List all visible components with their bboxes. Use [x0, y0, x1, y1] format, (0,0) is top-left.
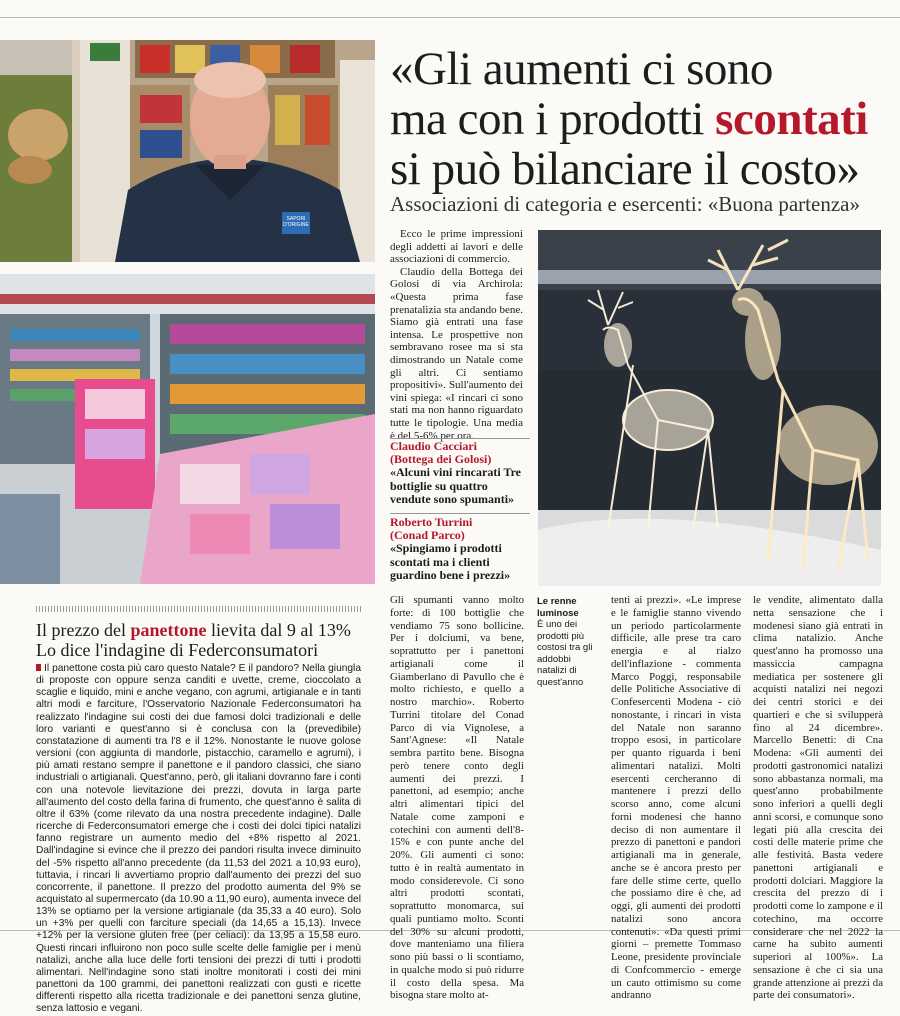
- body-column-2-text: tenti ai prezzi». «Le imprese e le famiglie stanno vivendo un periodo particolarmente difficile, alle prese tra caro energia e al rialzo dell'inflazione - commenta Marco Poggi, responsabile delle Politiche Associative di Confesercenti Modena - ciò nonostante, i rincari in vista del Natale non saranno troppo esosi, in particolare per quanto riguarda i beni alimentari natalizi. Molti esercenti cercheranno di mantenere i prezzi dello scorso anno, come alcuni forni modenesi che hanno deciso di non aumentare il prezzo di panettoni e pandori artigianali ma in generale, anche se è ancora presto per fare delle stime certe, quello che possiamo dire è che, ad oggi, gli aumenti dei prodotti natalizi sono ancora contenuti». «Da questi primi giorni – premette Tommaso Leone, presidente provinciale di Confcommercio - emerge un cauto ottimismo su come andranno: [611, 594, 741, 1002]
- headline-line-2: [390, 94, 895, 144]
- photo-shopkeeper: [0, 40, 375, 262]
- quote-1-name: Claudio Cacciari: [390, 439, 477, 453]
- quote-cacciari: [390, 438, 530, 507]
- box-title-line-2: Lo dice l'indagine di Federconsumatori: [36, 640, 319, 660]
- body-column-3: [753, 594, 883, 1002]
- top-rule: [0, 17, 900, 18]
- box-title-highlight: panettone: [130, 620, 207, 640]
- box-body: [36, 663, 361, 1016]
- quote-1-affiliation: (Bottega dei Golosi): [390, 452, 492, 466]
- photo-caption: [537, 596, 597, 688]
- box-dotted-rule: [36, 606, 361, 612]
- photo-reindeer: [538, 230, 881, 586]
- intro-paragraph-1: Ecco le prime impressioni degli addetti ai lavori e delle associazioni di commercio.: [390, 228, 523, 266]
- quote-turrini: [390, 513, 530, 583]
- box-title-line-1: [36, 620, 361, 640]
- quote-2-text: «Spingiamo i prodotti scontati ma i clienti guardino bene i prezzi»: [390, 541, 511, 582]
- subheadline: Associazioni di categoria e esercenti: «Buona partenza»: [390, 192, 860, 216]
- intro-column: [390, 228, 523, 442]
- intro-paragraph-2: Claudio della Bottega dei Golosi di via Archirola: «Questa prima fase prenatalizia sta andando bene. Siamo già entrati una fase intensa. Le prospettive non sembravano rosee ma si sta dimostrando un Natale come gli altri. Ci sentiamo propositivi». Sull'aumento dei vini spiega: «I rincari ci sono stati ma non hanno riguardato tutte le tipologie. Una media è del 5-6% per ora.: [390, 265, 523, 442]
- caption-text: È uno dei prodotti più costosi tra gli addobbi natalizi di quest'anno: [537, 619, 593, 688]
- body-column-3-text: le vendite, alimentato dalla netta sensazione che i modenesi siano già entrati in clima natalizio. Anche quest'anno ha promosso una massiccia campagna mediatica per sostenere gli acquisti natalizi nei negozi dei centri storici e dei quartieri e che si svilupperà fino al 24 dicembre». Marcello Benetti: di Cna Modena: «Gli aumenti dei prodotti gastronomici natalizi sono abbastanza normali, ma quest'anno probabilmente sono inferiori a quelli degli anni scorsi, e comunque sono legati più alla crescita dei costi delle materie prime che alle festività. Basta vedere panettoni artigianali e prodotti dolciari. Maggiore la crescita del prezzo di i prodotti come lo zampone e il cotechino, ma occorre considerare che nel 2022 la carne ha subito aumenti superiori al 100%». La sensazione è che ci sia una grande attenzione ai prezzi da parte dei consumatori».: [753, 594, 883, 1002]
- box-title-post: lievita dal 9 al 13%: [206, 620, 351, 640]
- headline-line-2-text: ma con i prodotti: [390, 93, 716, 145]
- headline-line-1: «Gli aumenti ci sono: [390, 43, 773, 95]
- photo-store-aisle: [0, 274, 375, 584]
- box-title-pre: Il prezzo del: [36, 620, 131, 640]
- quote-1-text: «Alcuni vini rincarati Tre bottiglie su quattro vendute sono spumanti»: [390, 465, 521, 506]
- body-column-1: [390, 594, 524, 1002]
- caption-title: Le renne luminose: [537, 596, 579, 619]
- box-title: [36, 620, 361, 660]
- box-start-marker: [36, 664, 41, 671]
- headline-line-3: si può bilanciare il costo»: [390, 143, 860, 195]
- body-column-1-text: Gli spumanti vanno molto forte: di 100 bottiglie che vendiamo 75 sono bollicine. Per i dolciumi, va bene, soprattutto per i panettoni artigianali come il Giamberlano di Pavullo che è molto richiesto, e quello a nostro marchio». Roberto Turrini titolare del Conad Parco di via Vignolese, a Sant'Agnese: «Il Natale sembra partito bene. Bisogna però tenere conto degli aumenti dei prezzi. I panettoni, ad esempio; anche altri alimentari tipici del Natale come zamponi e cotechini con aumenti dell'8-15% e con punte anche del 20%. Gli aumenti ci sono: tutto è in realtà aumentato in modo considerevole. Ci sono altri prodotti scontati, soprattutto monomarca, sui quali puntiamo molto. Sconti del 30% su alcuni prodotti, dove manteniamo una filiera sono più bassi o li scontiamo, in qualche modo si può ridurre il costo della spesa. Ma bisogna stare molto at-: [390, 594, 524, 1002]
- quote-2-affiliation: (Conad Parco): [390, 528, 465, 542]
- quote-2-name: Roberto Turrini: [390, 515, 473, 529]
- headline-highlight: scontati: [715, 93, 868, 145]
- headline: [390, 44, 895, 194]
- body-column-2: [611, 594, 741, 1002]
- shirt-logo-text: SAPORI D'ORIGINE: [283, 216, 309, 228]
- box-body-text: Il panettone costa più caro questo Natale? E il pandoro? Nella giungla di proposte con oppure senza canditi e uvette, creme, cioccolato a scaglie e liquido, mini e anche vegano, con agrumi, artigianale e in tanti altri modi e farciture, l'Osservatorio Nazionale Federconsumatori ha realizzato l'indagine sui costi dei due famosi dolci tradizionali e delle loro varianti e quest'anno si è conclusa con la (prevedibile) constatazione di aumenti tra l'8 e il 12%. Nonostante le nuove golose versioni (con aggiunta di mandorle, pistacchio, caramello e agrumi), i più amati restano sempre il panettone e il pandoro classici, che siano industriali o artigianali. Quest'anno, però, gli italiani dovranno fare i conti con una notevole lievitazione dei prezzi, dovuta in larga parte all'aumento del costo della farina di frumento, che quest'anno è salita di oltre il 63% (come rilevato da una nostra precedente indagine). Dalle ricerche di Federconsumatori emerge che i costi dei dolci tipici natalizi fanno registrare un aumento medio del +8% rispetto al 2021. Dall'indagine si evince che il prezzo dei pandori risulta invece diminuito del -5% rispetto all'anno precedente (da 11,53 del 2021 a 10,93 euro), tuttavia, i rincari li avvertiamo proprio dall'aumento dei prezzi del suo concorrente, il panettone. Il prezzo del prodotto aumenta del 9% se acquistato al supermercato (da 10.90 a 11,90 euro), aumenta invece del 13% se optiamo per la versione artigianale (da 35,33 a 40 euro). Solo un +3% per quelli con farciture speciali (da 14,65 a 15,13). Invece +12% per la versione gluten free (per celiaci): da 13,95 a 15,58 euro. Questi rincari influirono non poco sulle scelte delle famiglie per i menù natalizi, anche alla luce delle forti tensioni dei prezzi di tutti i prodotti alimentari. Nell'indagine sono stati inoltre monitorati i costi dei mini panettoni da 100 grammi, dei panettoni realizzati con gusti e ricette differenti rispetto alla ricetta tradizionale e dei panettoni senza glutine, senza lattosio e vegani.: [36, 663, 361, 1015]
